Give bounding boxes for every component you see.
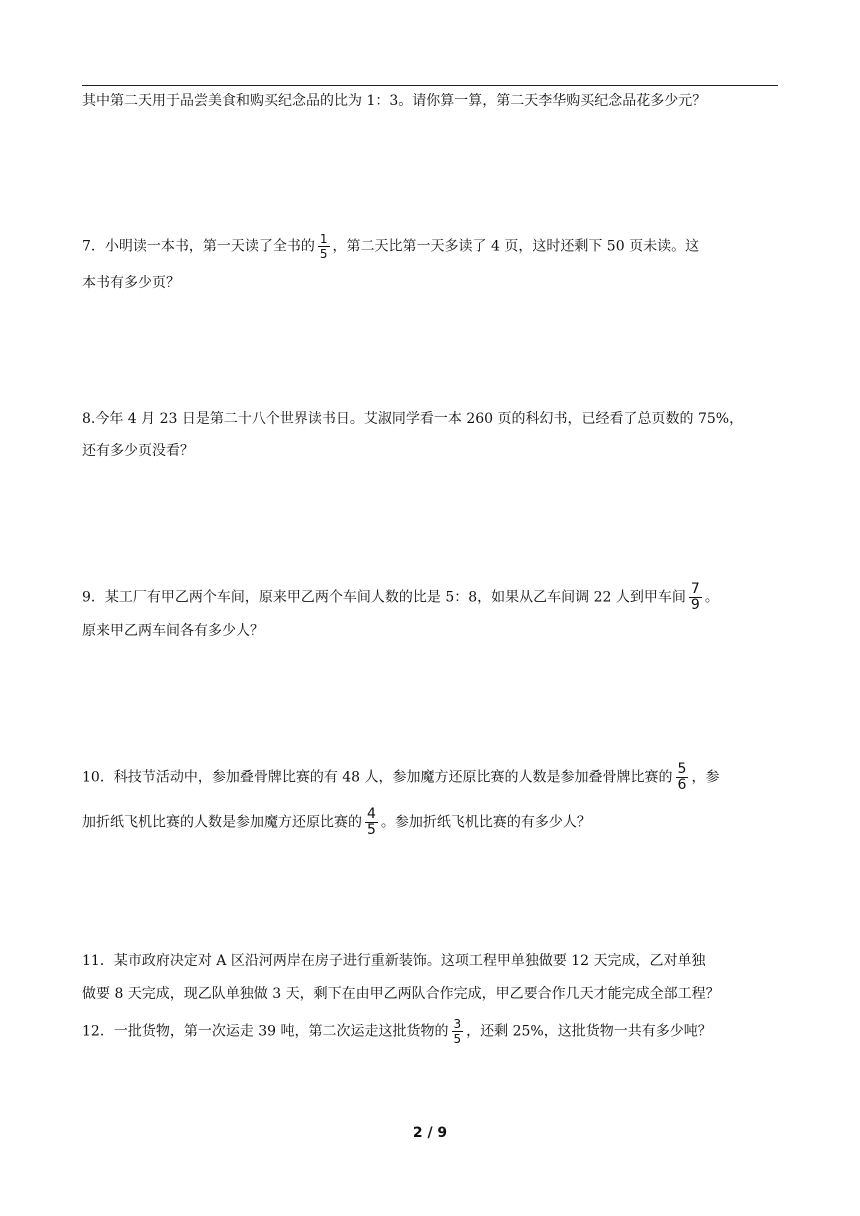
fraction-denominator: 5 [453, 1032, 462, 1046]
question-10-line-1 [82, 763, 782, 792]
fraction-four-fifths [365, 808, 378, 837]
prev-question-line: 其中第二天用于品尝美食和购买纪念品的比为 1：3。请你算一算，第二天李华购买纪念品花多少元？ [82, 93, 707, 109]
question-9-line-1 [82, 583, 782, 612]
fraction-numerator: 3 [453, 1017, 462, 1031]
question-7-line-2: 本书有多少页？ [82, 275, 180, 291]
fraction-seven-ninths [689, 583, 702, 612]
question-12-line-1 [82, 1018, 782, 1045]
question-10-text-b: ，参 [691, 769, 720, 786]
question-9-line-2: 原来甲乙两车间各有多少人？ [82, 623, 264, 639]
fraction-denominator: 5 [319, 247, 328, 261]
question-7-line-1 [82, 233, 782, 260]
question-12-text-b: ，还剩 25%，这批货物一共有多少吨？ [466, 1023, 712, 1040]
fraction-denominator: 9 [690, 597, 700, 613]
fraction-numerator: 7 [690, 581, 700, 597]
fraction-one-fifth [318, 233, 330, 260]
fraction-denominator: 5 [367, 822, 376, 838]
question-10-text-a: 10．科技节活动中，参加叠骨牌比赛的有 48 人，参加魔方还原比赛的人数是参加叠骨牌比赛的 [82, 769, 673, 786]
question-9-text-b: 。 [704, 589, 719, 606]
question-11-line-2: 做要 8 天完成，现乙队单独做 3 天，剩下在由甲乙两队合作完成，甲乙要合作几天才能完成全部工程？ [82, 986, 720, 1002]
question-8-line-2: 还有多少页没看？ [82, 443, 194, 459]
fraction-denominator: 6 [677, 777, 687, 793]
question-11-line-1: 11．某市政府决定对 A 区沿河两岸在房子进行重新装饰。这项工程甲单独做要 12 天完成，乙对单独 [82, 953, 706, 969]
question-12-text-a: 12．一批货物，第一次运走 39 吨，第二次运走这批货物的 [82, 1023, 449, 1040]
header-rule [82, 85, 778, 86]
question-10-text-d: 。参加折纸飞机比赛的有多少人？ [380, 814, 591, 831]
question-9-text-a: 9．某工厂有甲乙两个车间，原来甲乙两个车间人数的比是 5：8，如果从乙车间调 22 人到甲车间 [82, 589, 686, 606]
question-10-line-2 [82, 808, 782, 837]
fraction-five-sixths [676, 763, 689, 792]
fraction-three-fifths [452, 1018, 464, 1045]
page-number: 2 / 9 [412, 1125, 448, 1141]
question-7-text-b: ，第二天比第一天多读了 4 页，这时还剩下 50 页未读。这 [332, 238, 700, 255]
question-8-line-1: 8.今年 4 月 23 日是第二十八个世界读书日。艾淑同学看一本 260 页的科幻书，已经看了总页数的 75%， [82, 411, 744, 427]
fraction-numerator: 1 [319, 232, 328, 246]
question-10-text-c: 加折纸飞机比赛的人数是参加魔方还原比赛的 [82, 814, 362, 831]
fraction-numerator: 4 [367, 806, 376, 822]
fraction-numerator: 5 [677, 761, 687, 777]
question-7-text-a: 7．小明读一本书，第一天读了全书的 [82, 238, 315, 255]
